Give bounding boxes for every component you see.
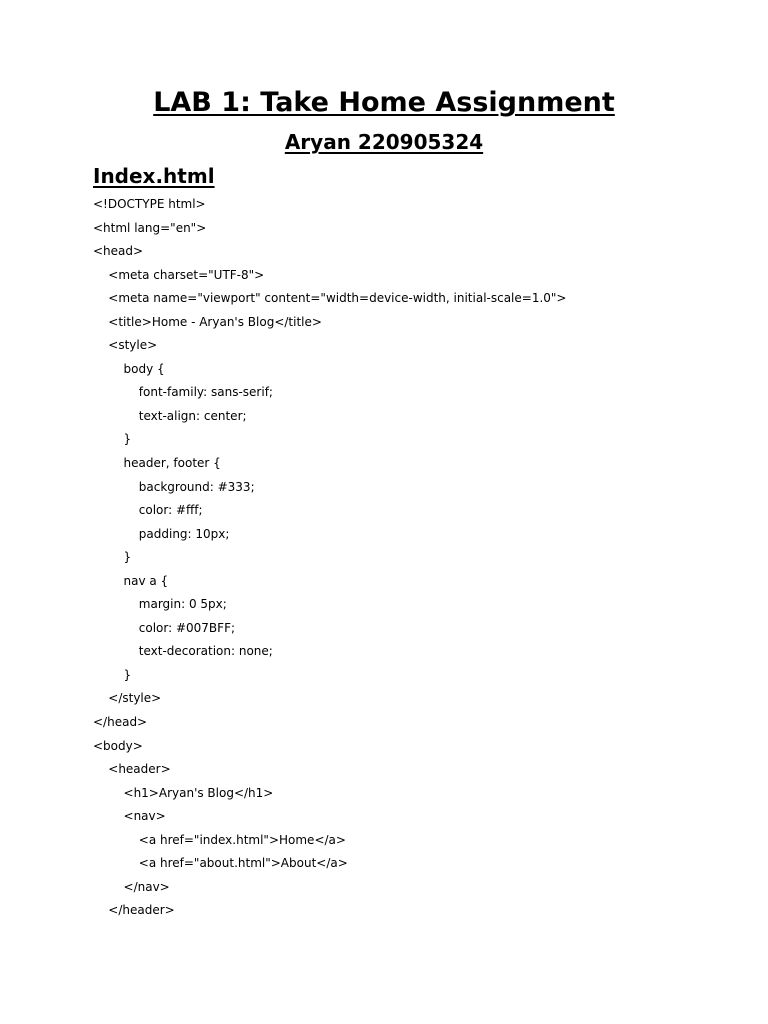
code-line: margin: 0 5px; — [93, 597, 227, 612]
code-line: <a href="index.html">Home</a> — [93, 832, 346, 847]
code-line: <h1>Aryan's Blog</h1> — [93, 785, 274, 800]
code-line: font-family: sans-serif; — [93, 385, 273, 400]
code-line: <a href="about.html">About</a> — [93, 856, 348, 871]
code-line: } — [93, 550, 132, 565]
code-block — [93, 193, 567, 923]
code-line: background: #333; — [93, 479, 255, 494]
code-line: <head> — [93, 244, 144, 259]
code-line: </style> — [93, 691, 162, 706]
code-line: <meta name="viewport" content="width=device-width, initial-scale=1.0"> — [93, 291, 567, 306]
code-line: <body> — [93, 738, 143, 753]
code-line: padding: 10px; — [93, 526, 230, 541]
code-line: </head> — [93, 715, 148, 730]
code-line: text-decoration: none; — [93, 644, 273, 659]
code-line: <nav> — [93, 809, 166, 824]
code-line: nav a { — [93, 573, 169, 588]
code-line: header, footer { — [93, 456, 221, 471]
code-line: <meta charset="UTF-8"> — [93, 267, 265, 282]
code-line: body { — [93, 361, 165, 376]
code-line: <html lang="en"> — [93, 220, 207, 235]
code-line: } — [93, 432, 132, 447]
code-line: <header> — [93, 762, 171, 777]
code-line: text-align: center; — [93, 408, 247, 423]
code-line: } — [93, 667, 132, 682]
document-title: LAB 1: Take Home Assignment — [153, 87, 615, 118]
code-line: <title>Home - Aryan's Blog</title> — [93, 314, 322, 329]
code-line: </header> — [93, 903, 175, 918]
code-line: <style> — [93, 338, 158, 353]
code-line: </nav> — [93, 879, 170, 894]
section-heading: Index.html — [93, 164, 215, 188]
author-line: Aryan 220905324 — [284, 130, 484, 154]
code-line: color: #fff; — [93, 503, 203, 518]
code-line: <!DOCTYPE html> — [93, 197, 206, 211]
code-line: color: #007BFF; — [93, 620, 236, 635]
